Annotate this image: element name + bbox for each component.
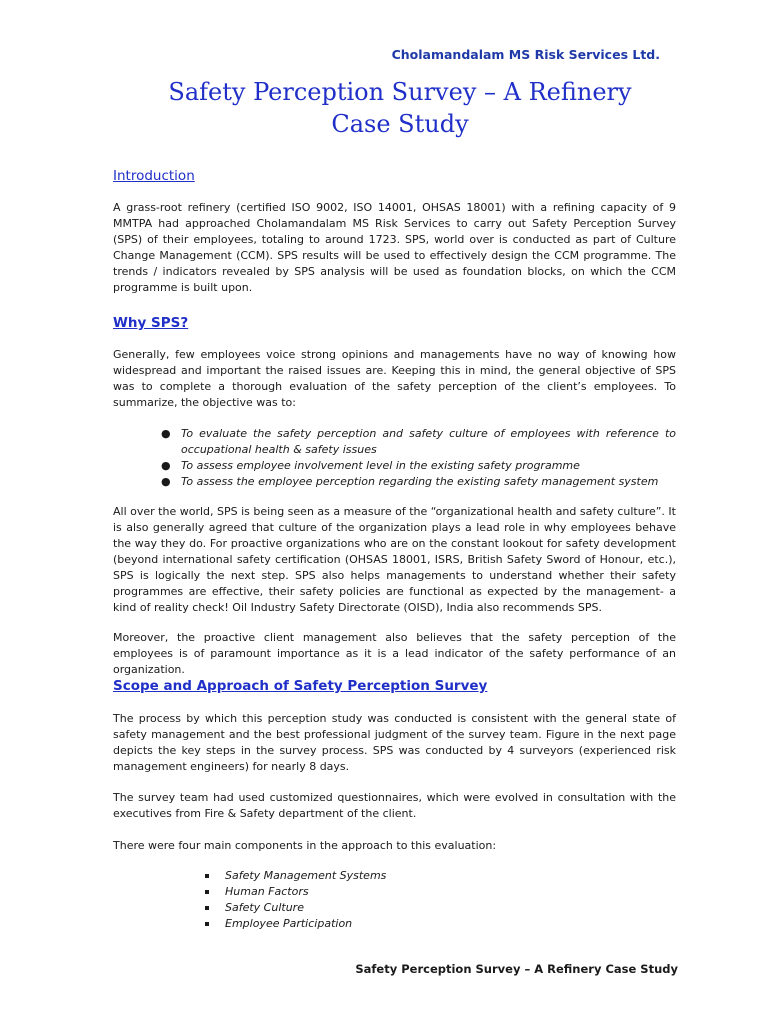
components-list [113, 868, 386, 932]
square-bullet-icon [205, 922, 209, 926]
list-item-text: To assess the employee perception regarding the existing safety management system [181, 475, 659, 488]
list-item [113, 474, 676, 490]
scope-paragraph-2: The survey team had used customized questionnaires, which were evolved in consultation with the executives from Fire & Safety department of the client. [113, 791, 676, 820]
title-line-2: Case Study [331, 110, 469, 138]
list-item [113, 458, 676, 474]
page-footer: Safety Perception Survey – A Refinery Case Study [355, 962, 678, 976]
list-item [113, 884, 386, 900]
list-item [113, 916, 386, 932]
list-item-text: Employee Participation [225, 917, 353, 930]
scope-paragraph-3: There were four main components in the approach to this evaluation: [113, 839, 497, 852]
square-bullet-icon [205, 906, 209, 910]
bullet-dot-icon: ● [161, 475, 171, 488]
document-title [100, 76, 700, 140]
introduction-paragraph: A grass-root refinery (certified ISO 9002, ISO 14001, OHSAS 18001) with a refining capacity of 9 MMTPA had approached Cholamandalam MS Risk Services to carry out Safety Perception Survey (SPS) of their employees, totaling to around 1723. SPS, world over is conducted as part of Culture Change Management (CCM). SPS results will be used to effectively design the CCM programme. The trends / indicators revealed by SPS analysis will be used as foundation blocks, on which the CCM programme is built upon. [113, 201, 676, 294]
bullet-dot-icon: ● [161, 459, 171, 472]
heading-introduction: Introduction [113, 168, 195, 184]
why-sps-paragraph-3: Moreover, the proactive client management also believes that the safety perception of the employees is of paramount importance as it is a lead indicator of the safety performance of an organization. [113, 631, 676, 676]
bullet-dot-icon: ● [161, 427, 171, 440]
square-bullet-icon [205, 890, 209, 894]
why-sps-paragraph-2: All over the world, SPS is being seen as a measure of the “organizational health and safety culture”. It is also generally agreed that culture of the organization plays a lead role in why employees behave the way they do. For proactive organizations who are on the constant lookout for safety development (beyond international safety certification (OHSAS 18001, ISRS, British Safety Sword of Honour, etc.), SPS is logically the next step. SPS also helps managements to understand whether their safety programmes are effective, their safety policies are functional as expected by the management- a kind of reality check! Oil Industry Safety Directorate (OISD), India also recommends SPS. [113, 505, 676, 614]
scope-paragraph-1: The process by which this perception study was conducted is consistent with the general state of safety management and the best professional judgment of the survey team. Figure in the next page depicts the key steps in the survey process. SPS was conducted by 4 surveyors (experienced risk management engineers) for nearly 8 days. [113, 712, 676, 773]
why-sps-paragraph-1: Generally, few employees voice strong opinions and managements have no way of knowing how widespread and important the raised issues are. Keeping this in mind, the general objective of SPS was to complete a thorough evaluation of the safety perception of the client’s employees. To summarize, the objective was to: [113, 348, 676, 409]
objectives-list [113, 426, 676, 490]
list-item [113, 900, 386, 916]
list-item-text: Human Factors [225, 885, 309, 898]
list-item [113, 868, 386, 884]
list-item-text: To assess employee involvement level in the existing safety programme [181, 459, 580, 472]
list-item-text: To evaluate the safety perception and safety culture of employees with reference to occupational health & safety issues [181, 427, 676, 456]
company-name: Cholamandalam MS Risk Services Ltd. [391, 47, 660, 62]
list-item-text: Safety Culture [225, 901, 304, 914]
title-line-1: Safety Perception Survey – A Refinery [168, 78, 632, 106]
heading-scope: Scope and Approach of Safety Perception Survey [113, 678, 488, 694]
list-item-text: Safety Management Systems [225, 869, 387, 882]
list-item [113, 426, 676, 458]
heading-why-sps: Why SPS? [113, 315, 189, 331]
square-bullet-icon [205, 874, 209, 878]
